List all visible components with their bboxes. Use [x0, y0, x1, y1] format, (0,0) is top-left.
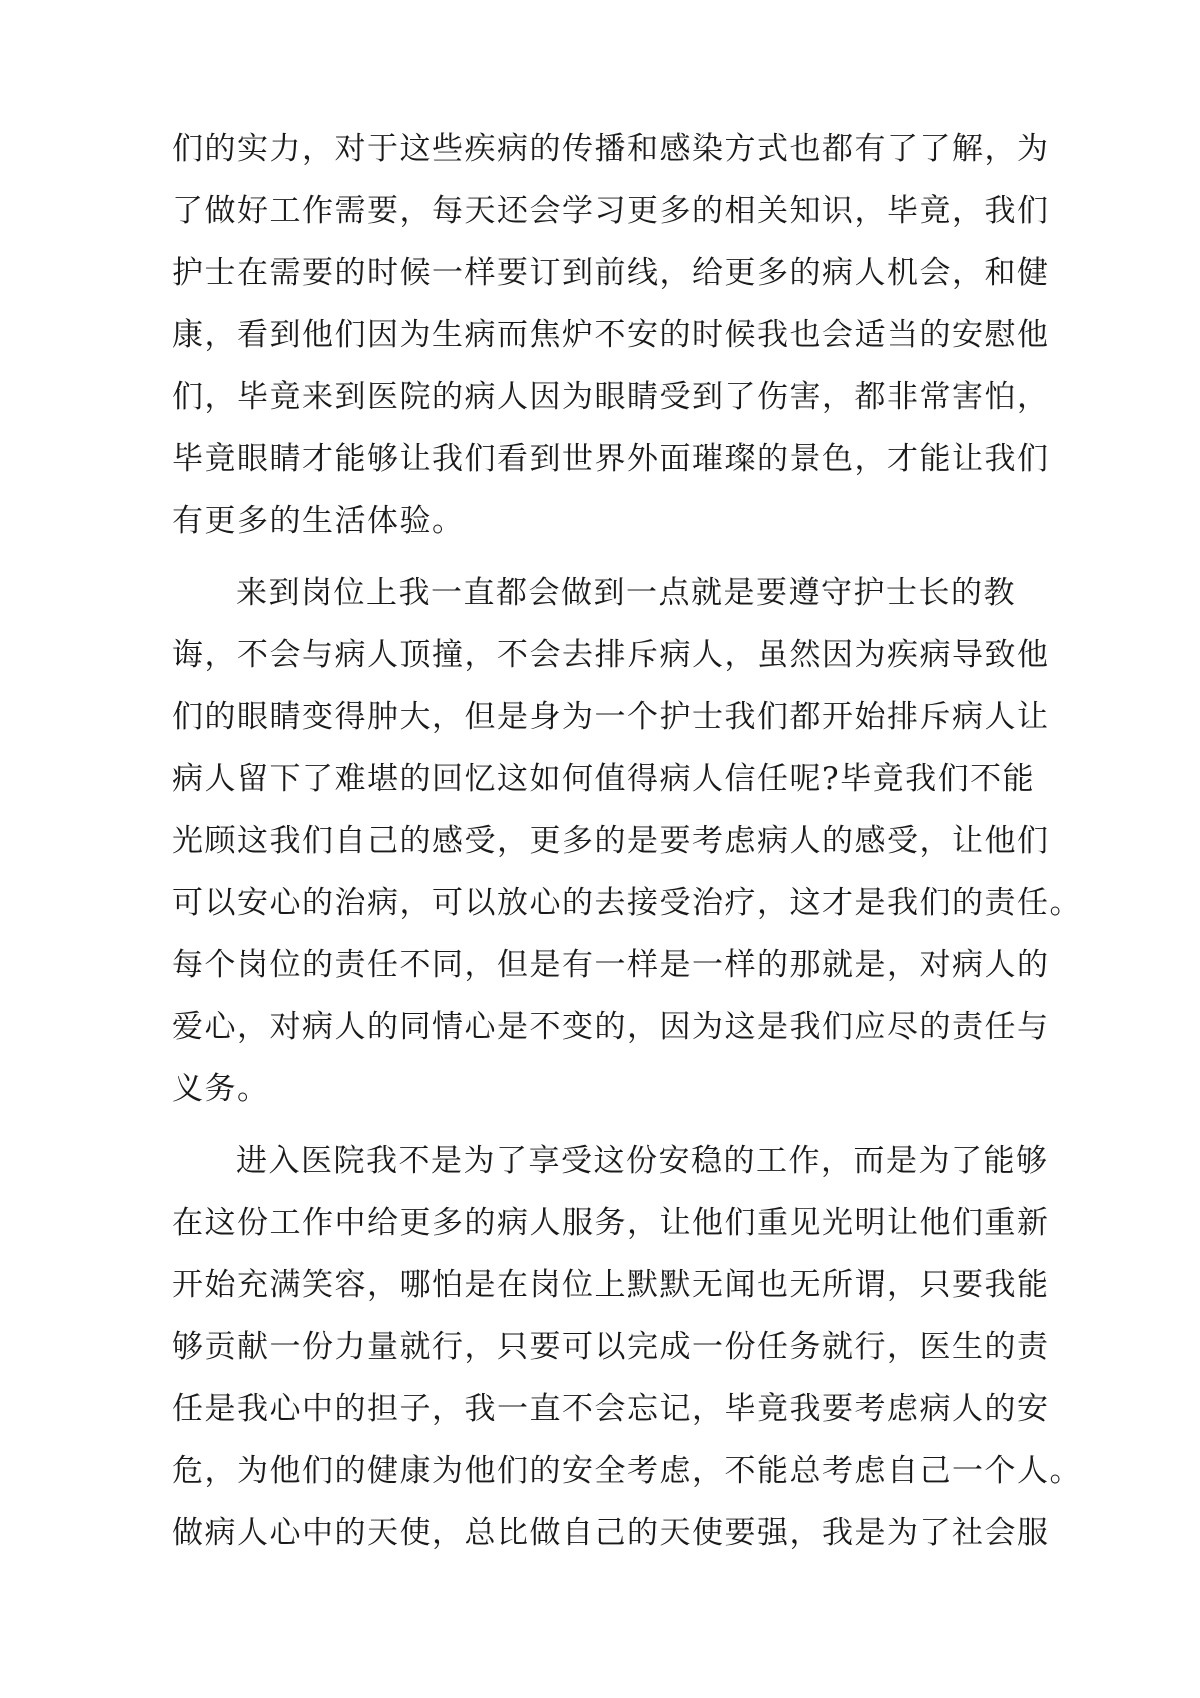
text-line: 毕竟眼睛才能够让我们看到世界外面璀璨的景色，才能让我们 — [172, 441, 1050, 477]
text-line: 有更多的生活体验。 — [172, 503, 465, 539]
document-body — [172, 118, 1082, 1574]
text-line: 够贡献一份力量就行，只要可以完成一份任务就行，医生的责 — [172, 1329, 1050, 1365]
text-line: 来到岗位上我一直都会做到一点就是要遵守护士长的教 — [236, 575, 1016, 611]
text-line: 们的眼睛变得肿大，但是身为一个护士我们都开始排斥病人让 — [172, 699, 1050, 735]
paragraph-2 — [172, 562, 1082, 1120]
text-line: 康，看到他们因为生病而焦炉不安的时候我也会适当的安慰他 — [172, 317, 1050, 353]
text-line: 义务。 — [172, 1071, 270, 1107]
text-line: 爱心，对病人的同情心是不变的，因为这是我们应尽的责任与 — [172, 1009, 1050, 1045]
text-line: 开始充满笑容，哪怕是在岗位上默默无闻也无所谓，只要我能 — [172, 1267, 1050, 1303]
text-line: 护士在需要的时候一样要订到前线，给更多的病人机会，和健 — [172, 255, 1050, 291]
text-line: 诲，不会与病人顶撞，不会去排斥病人，虽然因为疾病导致他 — [172, 637, 1050, 673]
text-line: 们，毕竟来到医院的病人因为眼睛受到了伤害，都非常害怕， — [172, 379, 1050, 415]
text-line: 病人留下了难堪的回忆这如何值得病人信任呢?毕竟我们不能 — [172, 761, 1036, 797]
text-line: 光顾这我们自己的感受，更多的是要考虑病人的感受，让他们 — [172, 823, 1050, 859]
text-line: 做病人心中的天使，总比做自己的天使要强，我是为了社会服 — [172, 1515, 1050, 1551]
text-line: 每个岗位的责任不同，但是有一样是一样的那就是，对病人的 — [172, 947, 1050, 983]
text-line: 可以安心的治病，可以放心的去接受治疗，这才是我们的责任。 — [172, 885, 1082, 921]
text-line: 任是我心中的担子，我一直不会忘记，毕竟我要考虑病人的安 — [172, 1391, 1050, 1427]
text-line: 危，为他们的健康为他们的安全考虑，不能总考虑自己一个人。 — [172, 1453, 1082, 1489]
text-line: 在这份工作中给更多的病人服务，让他们重见光明让他们重新 — [172, 1205, 1050, 1241]
text-line: 们的实力，对于这些疾病的传播和感染方式也都有了了解，为 — [172, 131, 1050, 167]
paragraph-1 — [172, 118, 1050, 552]
text-line: 了做好工作需要，每天还会学习更多的相关知识，毕竟，我们 — [172, 193, 1050, 229]
text-line: 进入医院我不是为了享受这份安稳的工作，而是为了能够 — [236, 1143, 1049, 1179]
paragraph-3 — [172, 1130, 1082, 1564]
